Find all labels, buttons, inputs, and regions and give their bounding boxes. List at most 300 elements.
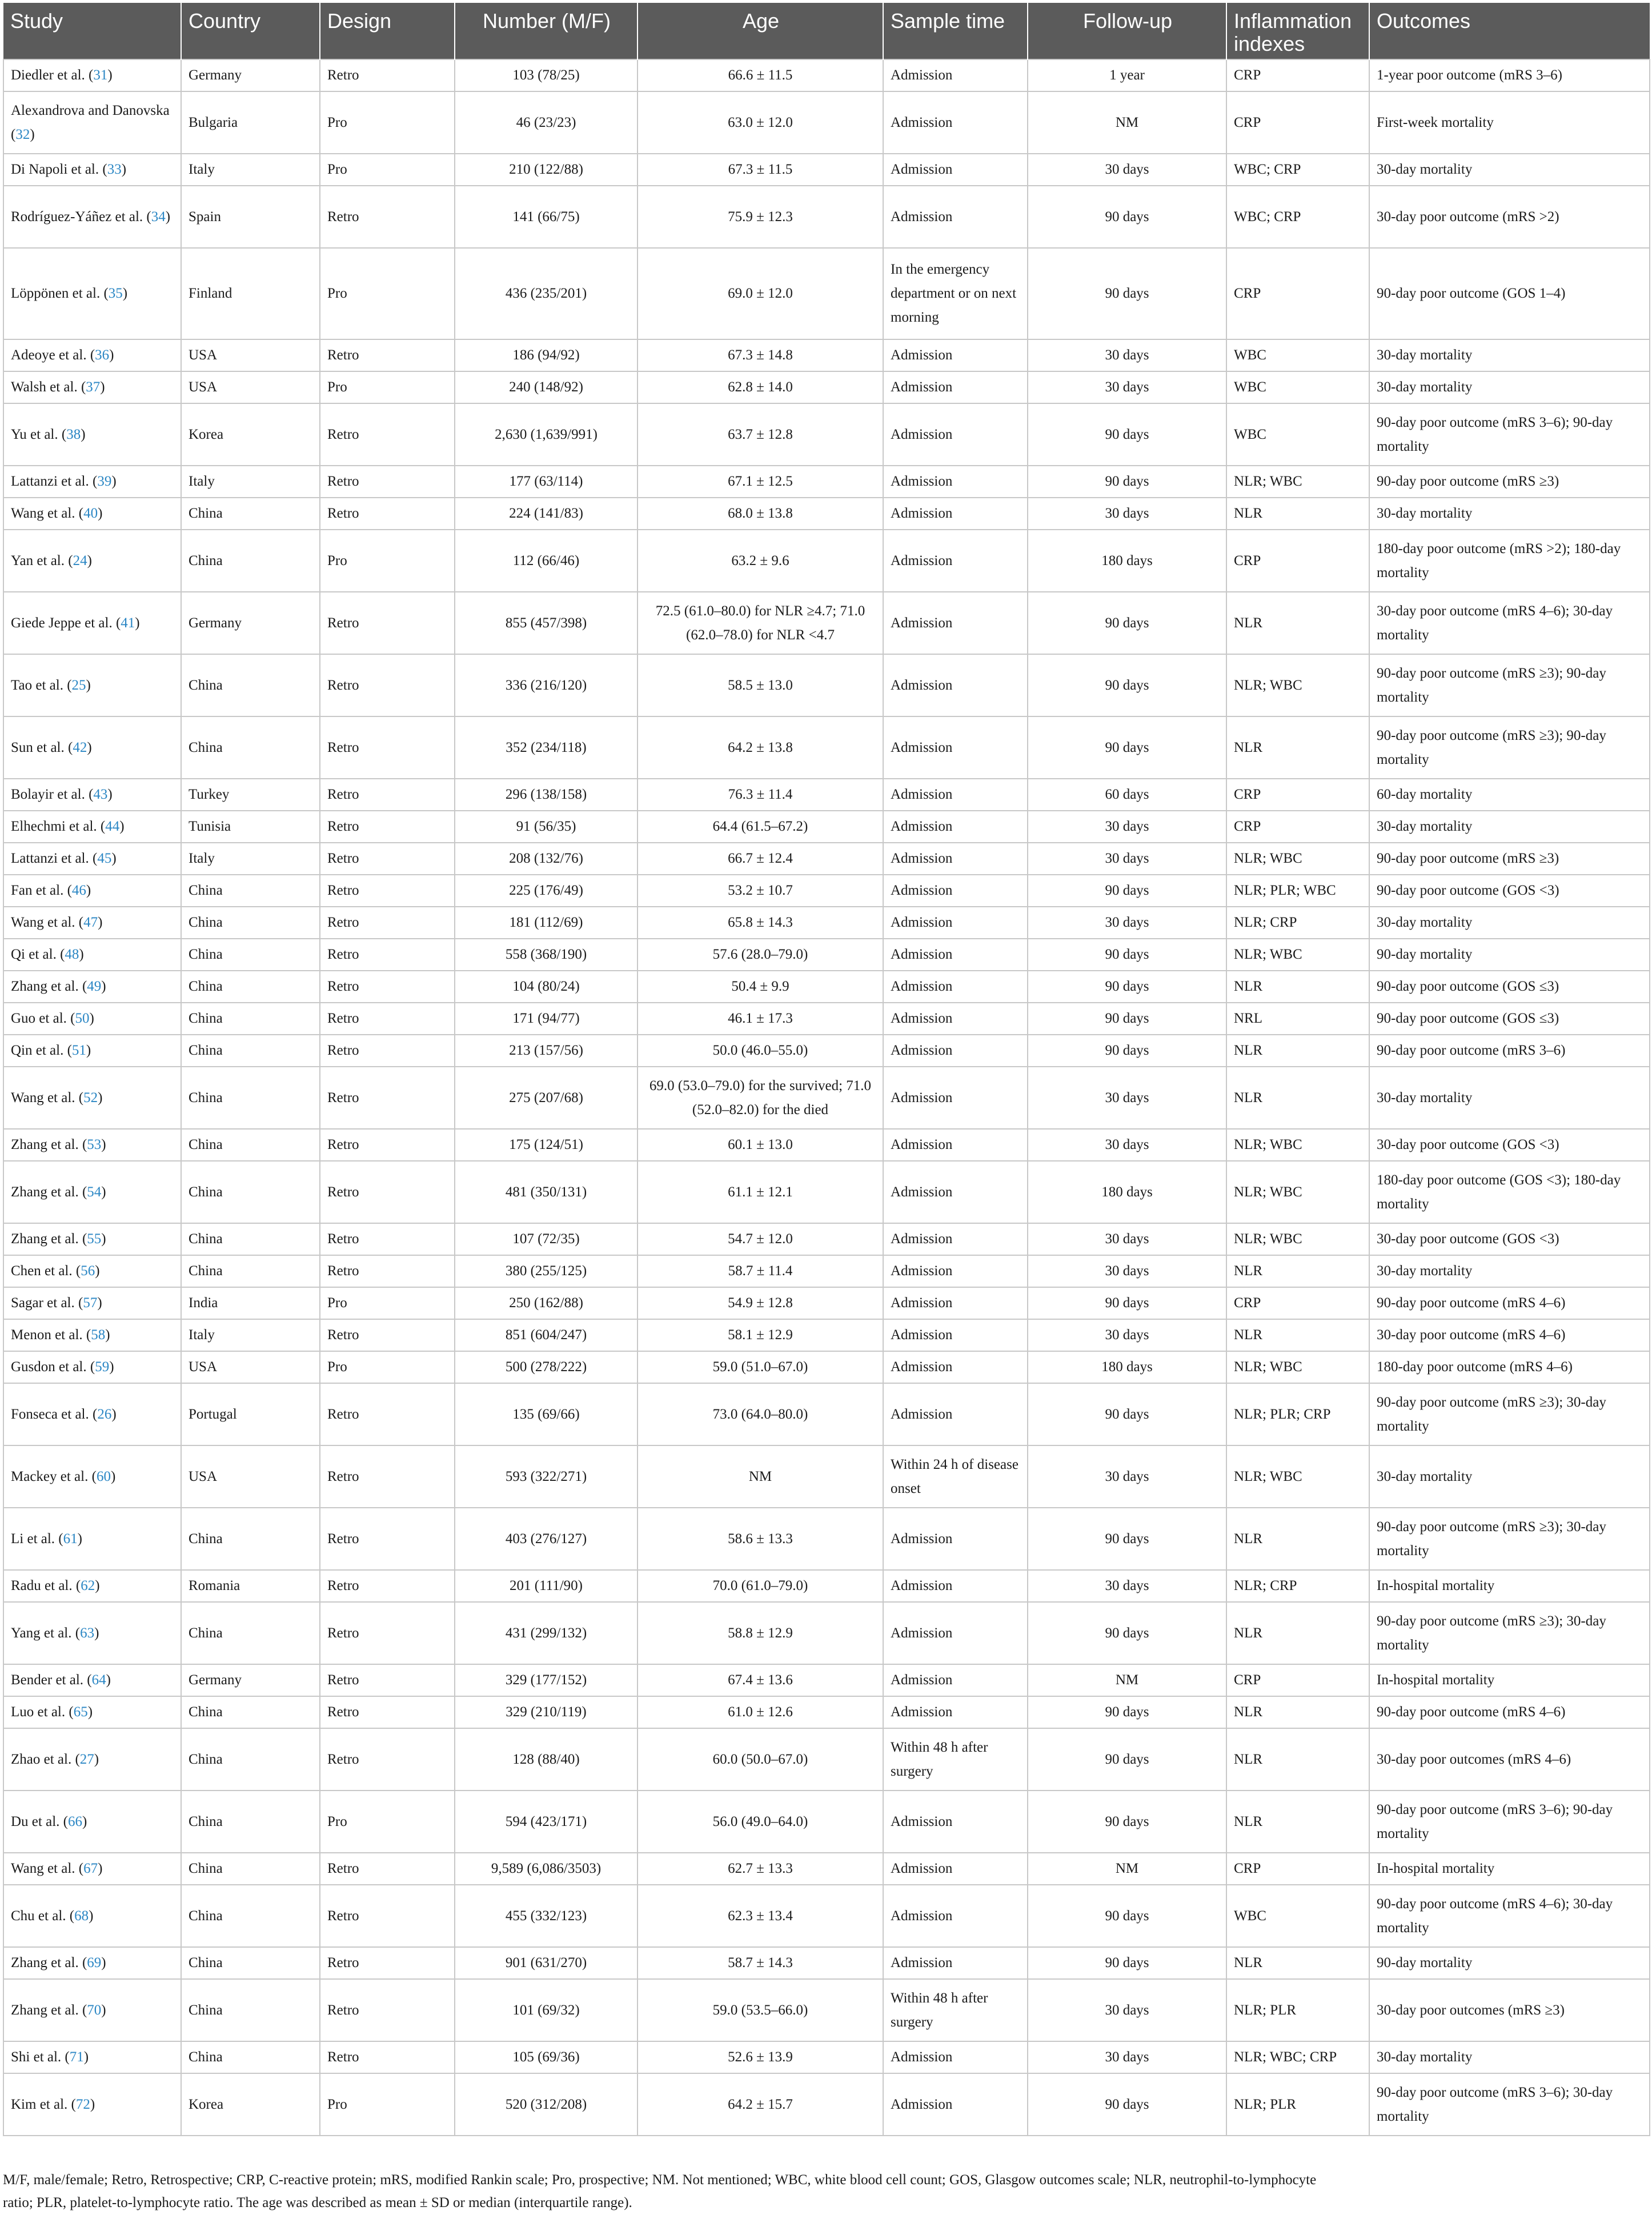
reference-link[interactable]: 49 [87,979,102,994]
cell-number: 855 (457/398) [455,592,637,654]
reference-link[interactable]: 67 [83,1861,98,1876]
cell-inflammation-indexes: NLR; WBC [1226,654,1369,716]
cell-inflammation-indexes: NLR [1226,1319,1369,1351]
cell-follow-up: 30 days [1028,843,1226,875]
cell-study: Menon et al. (58) [3,1319,181,1351]
reference-link[interactable]: 41 [121,615,135,631]
study-name: Chen et al. ( [11,1263,81,1279]
cell-number: 171 (94/77) [455,1003,637,1035]
table-row [3,716,1650,779]
cell-number: 380 (255/125) [455,1255,637,1287]
cell-design: Retro [320,1035,455,1067]
reference-link[interactable]: 50 [75,1011,90,1026]
cell-number: 181 (112/69) [455,907,637,939]
cell-study: Fan et al. (46) [3,875,181,907]
cell-design: Retro [320,1223,455,1255]
cell-inflammation-indexes: NLR; WBC [1226,1351,1369,1383]
study-name: Fan et al. ( [11,883,72,898]
col-header-age: Age [637,3,883,59]
cell-age: 63.0 ± 12.0 [637,91,883,154]
reference-link[interactable]: 37 [86,379,101,395]
cell-outcomes: In-hospital mortality [1369,1570,1650,1602]
study-name: Lattanzi et al. ( [11,851,98,866]
cell-country: China [181,498,320,530]
cell-number: 594 (423/171) [455,1791,637,1853]
table-row [3,654,1650,716]
cell-country: Italy [181,843,320,875]
header-row [3,3,1650,59]
cell-outcomes: 180-day poor outcome (GOS <3); 180-day mortality [1369,1161,1650,1223]
reference-link[interactable]: 40 [83,506,98,521]
cell-follow-up: 90 days [1028,248,1226,339]
cell-follow-up: 30 days [1028,907,1226,939]
col-header-sample-time: Sample time [883,3,1028,59]
cell-study: Shi et al. (71) [3,2041,181,2073]
cell-study: Li et al. (61) [3,1508,181,1570]
reference-link[interactable]: 32 [15,126,30,142]
study-name: Qi et al. ( [11,947,65,962]
cell-outcomes: 90-day poor outcome (mRS ≥3); 30-day mortality [1369,1508,1650,1570]
cell-outcomes: 90-day poor outcome (GOS ≤3) [1369,1003,1650,1035]
cell-outcomes: 30-day mortality [1369,1445,1650,1508]
cell-study: Zhao et al. (27) [3,1728,181,1791]
cell-sample-time: Admission [883,1853,1028,1885]
reference-link[interactable]: 66 [67,1813,82,1829]
cell-number: 107 (72/35) [455,1223,637,1255]
table-row [3,907,1650,939]
cell-inflammation-indexes: NLR; WBC; CRP [1226,2041,1369,2073]
reference-link[interactable]: 60 [96,1468,111,1484]
table-row [3,939,1650,971]
reference-link[interactable]: 62 [81,1578,95,1593]
cell-outcomes: 90-day poor outcome (mRS 3–6); 30-day mortality [1369,2073,1650,2136]
reference-link[interactable]: 51 [71,1043,86,1058]
table-row [3,1853,1650,1885]
table-row [3,592,1650,654]
cell-study: Walsh et al. (37) [3,371,181,403]
cell-sample-time: Admission [883,530,1028,592]
table-row [3,91,1650,154]
cell-sample-time: Admission [883,779,1028,811]
cell-outcomes: In-hospital mortality [1369,1664,1650,1696]
cell-outcomes: 30-day mortality [1369,154,1650,186]
cell-age: 76.3 ± 11.4 [637,779,883,811]
cell-follow-up: 30 days [1028,371,1226,403]
cell-study: Giede Jeppe et al. (41) [3,592,181,654]
cell-number: 177 (63/114) [455,466,637,498]
cell-country: USA [181,1445,320,1508]
table-row [3,1067,1650,1129]
cell-study: Zhang et al. (70) [3,1979,181,2041]
table-row [3,843,1650,875]
cell-sample-time: Admission [883,371,1028,403]
cell-age: 75.9 ± 12.3 [637,186,883,248]
study-name: Guo et al. ( [11,1011,75,1026]
cell-follow-up: 60 days [1028,779,1226,811]
cell-sample-time: Admission [883,403,1028,466]
cell-study: Yu et al. (38) [3,403,181,466]
cell-design: Pro [320,91,455,154]
cell-age: 70.0 (61.0–79.0) [637,1570,883,1602]
cell-design: Retro [320,1853,455,1885]
study-name: Shi et al. ( [11,2049,70,2065]
cell-outcomes: 90-day poor outcome (mRS 3–6); 90-day mortality [1369,1791,1650,1853]
reference-link[interactable]: 63 [80,1625,95,1641]
cell-follow-up: 90 days [1028,971,1226,1003]
cell-country: China [181,1979,320,2041]
table-row [3,1383,1650,1445]
cell-age: 69.0 ± 12.0 [637,248,883,339]
cell-country: Germany [181,1664,320,1696]
cell-study: Löppönen et al. (35) [3,248,181,339]
cell-number: 9,589 (6,086/3503) [455,1853,637,1885]
table-row [3,1035,1650,1067]
cell-country: China [181,654,320,716]
cell-number: 250 (162/88) [455,1287,637,1319]
reference-link[interactable]: 34 [151,209,166,225]
cell-design: Retro [320,779,455,811]
cell-design: Retro [320,939,455,971]
table-row [3,1287,1650,1319]
cell-country: Korea [181,403,320,466]
cell-sample-time: Admission [883,1602,1028,1664]
cell-outcomes: 90-day poor outcome (mRS 3–6) [1369,1035,1650,1067]
cell-study: Fonseca et al. (26) [3,1383,181,1445]
cell-country: Italy [181,154,320,186]
reference-link[interactable]: 42 [73,739,87,755]
cell-country: China [181,1508,320,1570]
reference-link[interactable]: 31 [93,67,108,83]
cell-outcomes: 90-day mortality [1369,1947,1650,1979]
cell-inflammation-indexes: WBC; CRP [1226,154,1369,186]
table-row [3,498,1650,530]
reference-link[interactable]: 59 [95,1359,110,1375]
cell-age: 57.6 (28.0–79.0) [637,939,883,971]
cell-age: 58.8 ± 12.9 [637,1602,883,1664]
study-name: Luo et al. ( [11,1704,74,1720]
reference-link[interactable]: 68 [74,1908,89,1924]
cell-sample-time: Admission [883,971,1028,1003]
cell-age: 59.0 (51.0–67.0) [637,1351,883,1383]
cell-country: India [181,1287,320,1319]
study-name: Yang et al. ( [11,1625,81,1641]
cell-outcomes: 30-day poor outcome (GOS <3) [1369,1223,1650,1255]
table-row [3,1445,1650,1508]
cell-design: Retro [320,1383,455,1445]
cell-sample-time: Admission [883,1570,1028,1602]
cell-sample-time: Admission [883,91,1028,154]
cell-number: 213 (157/56) [455,1035,637,1067]
cell-follow-up: 30 days [1028,154,1226,186]
cell-outcomes: 90-day poor outcome (mRS 3–6); 90-day mortality [1369,403,1650,466]
reference-link[interactable]: 53 [87,1137,102,1152]
cell-number: 103 (78/25) [455,59,637,91]
cell-inflammation-indexes: NLR [1226,1696,1369,1728]
cell-number: 135 (69/66) [455,1383,637,1445]
cell-country: China [181,939,320,971]
reference-link[interactable]: 54 [87,1184,102,1200]
study-name: Fonseca et al. ( [11,1406,98,1422]
cell-sample-time: Admission [883,2041,1028,2073]
cell-sample-time: Admission [883,875,1028,907]
cell-design: Retro [320,875,455,907]
cell-age: 64.4 (61.5–67.2) [637,811,883,843]
cell-design: Retro [320,403,455,466]
cell-outcomes: 30-day mortality [1369,339,1650,371]
reference-link[interactable]: 35 [108,286,123,301]
table-row [3,186,1650,248]
reference-link[interactable]: 64 [91,1672,106,1688]
cell-country: China [181,907,320,939]
cell-age: 67.3 ± 14.8 [637,339,883,371]
cell-follow-up: 90 days [1028,1003,1226,1035]
cell-follow-up: 30 days [1028,2041,1226,2073]
study-name: Zhang et al. ( [11,979,87,994]
cell-follow-up: 30 days [1028,1570,1226,1602]
cell-study: Tao et al. (25) [3,654,181,716]
cell-age: 56.0 (49.0–64.0) [637,1791,883,1853]
cell-sample-time: Admission [883,654,1028,716]
reference-link[interactable]: 46 [71,883,86,898]
cell-outcomes: 90-day poor outcome (mRS ≥3) [1369,466,1650,498]
cell-age: 67.4 ± 13.6 [637,1664,883,1696]
cell-design: Retro [320,811,455,843]
cell-outcomes: 90-day mortality [1369,939,1650,971]
cell-inflammation-indexes: NLR; PLR; WBC [1226,875,1369,907]
reference-link[interactable]: 39 [97,474,112,489]
reference-link[interactable]: 45 [97,851,112,866]
study-name: Elhechmi et al. ( [11,819,106,834]
cell-follow-up: 90 days [1028,1791,1226,1853]
cell-outcomes: 180-day poor outcome (mRS 4–6) [1369,1351,1650,1383]
cell-study: Elhechmi et al. (44) [3,811,181,843]
cell-inflammation-indexes: NRL [1226,1003,1369,1035]
cell-age: 50.0 (46.0–55.0) [637,1035,883,1067]
cell-age: 46.1 ± 17.3 [637,1003,883,1035]
cell-number: 403 (276/127) [455,1508,637,1570]
cell-design: Retro [320,59,455,91]
cell-country: China [181,2041,320,2073]
reference-link[interactable]: 71 [69,2049,84,2065]
cell-inflammation-indexes: NLR; WBC [1226,466,1369,498]
cell-number: 240 (148/92) [455,371,637,403]
reference-link[interactable]: 27 [79,1751,94,1767]
cell-inflammation-indexes: CRP [1226,1287,1369,1319]
cell-country: China [181,971,320,1003]
table-row [3,1696,1650,1728]
reference-link[interactable]: 44 [105,819,120,834]
reference-link[interactable]: 25 [71,677,86,693]
cell-follow-up: 90 days [1028,592,1226,654]
study-name: Yan et al. ( [11,552,73,568]
cell-design: Retro [320,843,455,875]
cell-design: Pro [320,1287,455,1319]
study-name: Bender et al. ( [11,1672,92,1688]
study-name: Alexandrova and Danovska ( [11,102,170,142]
cell-outcomes: 90-day poor outcome (mRS ≥3); 30-day mortality [1369,1383,1650,1445]
cell-country: Germany [181,592,320,654]
reference-link[interactable]: 43 [93,787,108,802]
cell-sample-time: Admission [883,1255,1028,1287]
cell-follow-up: 30 days [1028,1255,1226,1287]
cell-age: 69.0 (53.0–79.0) for the survived; 71.0 (52.0–82.0) for the died [637,1067,883,1129]
cell-country: USA [181,339,320,371]
cell-study: Sun et al. (42) [3,716,181,779]
cell-sample-time: Admission [883,843,1028,875]
cell-number: 105 (69/36) [455,2041,637,2073]
cell-number: 455 (332/123) [455,1885,637,1947]
reference-link[interactable]: 70 [87,2002,102,2018]
study-name: Li et al. ( [11,1531,63,1547]
col-header-study: Study [3,3,181,59]
cell-study: Zhang et al. (49) [3,971,181,1003]
cell-sample-time: Admission [883,2073,1028,2136]
cell-age: 58.5 ± 13.0 [637,654,883,716]
cell-number: 141 (66/75) [455,186,637,248]
cell-design: Retro [320,1129,455,1161]
cell-design: Retro [320,971,455,1003]
cell-number: 208 (132/76) [455,843,637,875]
cell-design: Retro [320,1728,455,1791]
cell-number: 201 (111/90) [455,1570,637,1602]
cell-inflammation-indexes: WBC [1226,403,1369,466]
study-name: Zhang et al. ( [11,1955,87,1970]
reference-link[interactable]: 58 [91,1327,106,1343]
cell-study: Chen et al. (56) [3,1255,181,1287]
cell-inflammation-indexes: CRP [1226,91,1369,154]
cell-follow-up: 90 days [1028,1947,1226,1979]
table-row [3,1947,1650,1979]
cell-sample-time: Admission [883,1383,1028,1445]
table-row [3,779,1650,811]
cell-sample-time: Admission [883,1791,1028,1853]
reference-link[interactable]: 57 [83,1295,98,1311]
cell-study: Mackey et al. (60) [3,1445,181,1508]
study-name: Walsh et al. ( [11,379,86,395]
study-name: Chu et al. ( [11,1908,75,1924]
cell-study: Di Napoli et al. (33) [3,154,181,186]
cell-inflammation-indexes: WBC; CRP [1226,186,1369,248]
reference-link[interactable]: 56 [81,1263,95,1279]
cell-outcomes: 90-day poor outcome (mRS 4–6) [1369,1696,1650,1728]
reference-link[interactable]: 61 [63,1531,78,1547]
cell-country: Turkey [181,779,320,811]
reference-link[interactable]: 38 [66,426,81,442]
table-row [3,1161,1650,1223]
cell-number: 481 (350/131) [455,1161,637,1223]
cell-country: China [181,1129,320,1161]
cell-follow-up: 90 days [1028,939,1226,971]
reference-link[interactable]: 72 [75,2096,90,2112]
cell-outcomes: 30-day poor outcomes (mRS ≥3) [1369,1979,1650,2041]
cell-inflammation-indexes: NLR; WBC [1226,1161,1369,1223]
cell-outcomes: 30-day poor outcome (mRS >2) [1369,186,1650,248]
cell-follow-up: 90 days [1028,1035,1226,1067]
reference-link[interactable]: 26 [97,1406,112,1422]
cell-follow-up: 90 days [1028,1602,1226,1664]
cell-outcomes: 30-day poor outcomes (mRS 4–6) [1369,1728,1650,1791]
cell-design: Retro [320,1947,455,1979]
cell-sample-time: Admission [883,498,1028,530]
cell-age: 52.6 ± 13.9 [637,2041,883,2073]
cell-country: China [181,1791,320,1853]
study-name: Bolayir et al. ( [11,787,94,802]
cell-age: NM [637,1445,883,1508]
cell-country: China [181,1223,320,1255]
cell-follow-up: 90 days [1028,875,1226,907]
cell-design: Pro [320,1351,455,1383]
cell-age: 58.1 ± 12.9 [637,1319,883,1351]
table-row [3,1728,1650,1791]
cell-number: 296 (138/158) [455,779,637,811]
cell-follow-up: 30 days [1028,811,1226,843]
cell-sample-time: Within 48 h after surgery [883,1979,1028,2041]
cell-study: Wang et al. (47) [3,907,181,939]
cell-age: 58.6 ± 13.3 [637,1508,883,1570]
cell-sample-time: Admission [883,1287,1028,1319]
reference-link[interactable]: 33 [107,162,122,177]
cell-design: Retro [320,1445,455,1508]
cell-study: Zhang et al. (53) [3,1129,181,1161]
reference-link[interactable]: 52 [83,1090,98,1106]
cell-design: Pro [320,2073,455,2136]
cell-inflammation-indexes: WBC [1226,371,1369,403]
reference-link[interactable]: 47 [83,915,98,930]
cell-sample-time: Within 24 h of disease onset [883,1445,1028,1508]
study-name: Diedler et al. ( [11,67,94,83]
cell-number: 104 (80/24) [455,971,637,1003]
cell-inflammation-indexes: CRP [1226,779,1369,811]
cell-age: 58.7 ± 11.4 [637,1255,883,1287]
reference-link[interactable]: 24 [73,552,87,568]
col-header-inflammation-indexes: Inflammation indexes [1226,3,1369,59]
study-name: Zhang et al. ( [11,2002,87,2018]
study-name: Qin et al. ( [11,1043,72,1058]
table-row [3,1570,1650,1602]
table-row [3,339,1650,371]
cell-country: China [181,530,320,592]
cell-sample-time: Admission [883,716,1028,779]
cell-outcomes: 30-day mortality [1369,1067,1650,1129]
cell-sample-time: In the emergency department or on next morning [883,248,1028,339]
cell-follow-up: 30 days [1028,1445,1226,1508]
cell-outcomes: 30-day mortality [1369,811,1650,843]
reference-link[interactable]: 69 [87,1955,102,1970]
cell-sample-time: Admission [883,1161,1028,1223]
cell-follow-up: 90 days [1028,1696,1226,1728]
cell-age: 60.0 (50.0–67.0) [637,1728,883,1791]
cell-age: 63.7 ± 12.8 [637,403,883,466]
col-header-number: Number (M/F) [455,3,637,59]
reference-link[interactable]: 36 [95,347,110,363]
reference-link[interactable]: 65 [73,1704,88,1720]
study-characteristics-table [3,3,1650,2136]
study-name: Wang et al. ( [11,506,84,521]
cell-inflammation-indexes: CRP [1226,248,1369,339]
cell-follow-up: 90 days [1028,654,1226,716]
cell-country: China [181,1067,320,1129]
reference-link[interactable]: 55 [87,1231,102,1247]
table-row [3,1223,1650,1255]
table-row [3,1602,1650,1664]
cell-design: Retro [320,1508,455,1570]
reference-link[interactable]: 48 [65,947,79,962]
cell-design: Retro [320,466,455,498]
study-name: Zhang et al. ( [11,1137,87,1152]
cell-study: Qin et al. (51) [3,1035,181,1067]
cell-country: China [181,1255,320,1287]
cell-study: Du et al. (66) [3,1791,181,1853]
